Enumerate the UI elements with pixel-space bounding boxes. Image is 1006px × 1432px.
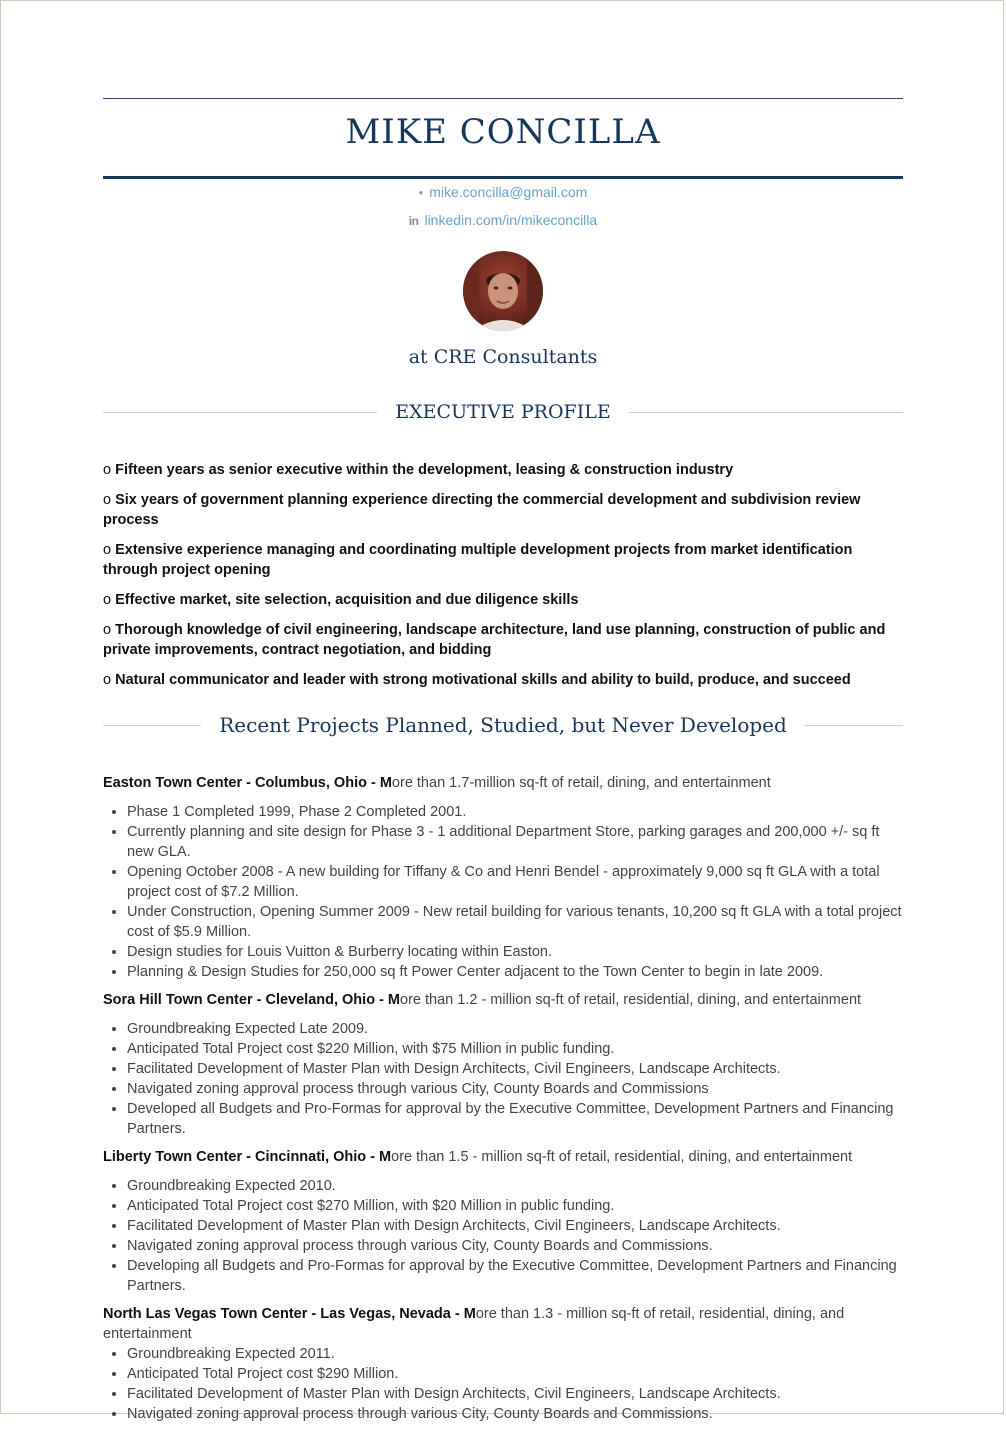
profile-item-text: Fifteen years as senior executive within the development, leasing & construction industry xyxy=(115,462,734,478)
name-rule xyxy=(103,176,903,179)
list-item: • Developed all Budgets and Pro-Formas for approval by the Executive Committee, Development Partners and Financing Partners. xyxy=(127,1099,903,1139)
contact-linkedin-row xyxy=(103,212,903,228)
executive-profile-heading xyxy=(103,397,903,427)
project-summary: ore than 1.2 - million sq-ft of retail, residential, dining, and entertainment xyxy=(400,992,862,1008)
list-item: • Groundbreaking Expected 2011. xyxy=(127,1344,903,1364)
list-item: • Opening October 2008 - A new building for Tiffany & Co and Henri Bendel - approximately 9,000 sq ft GLA with a total project cost of $7.2 Million. xyxy=(127,862,903,902)
list-item: • Facilitated Development of Master Plan with Design Architects, Civil Engineers, Landscape Architects. xyxy=(127,1216,903,1236)
resume-name: MIKE CONCILLA xyxy=(345,112,661,152)
project-heading xyxy=(103,990,903,1010)
dot-icon: • xyxy=(418,185,424,200)
avatar xyxy=(463,251,543,331)
circle-bullet-icon: o xyxy=(103,492,112,508)
project-name: North Las Vegas Town Center - Las Vegas, Nevada - M xyxy=(103,1306,476,1322)
headline: at CRE Consultants xyxy=(408,346,598,368)
circle-bullet-icon: o xyxy=(103,542,112,558)
profile-item-text: Extensive experience managing and coordinating multiple development projects from market identification through project opening xyxy=(103,542,853,578)
executive-profile-list xyxy=(103,460,903,700)
profile-item xyxy=(103,590,903,610)
avatar-photo xyxy=(463,251,543,331)
list-item: • Anticipated Total Project cost $270 Million, with $20 Million in public funding. xyxy=(127,1196,903,1216)
circle-bullet-icon: o xyxy=(103,672,112,688)
profile-item-text: Six years of government planning experience directing the commercial development and subdivision review process xyxy=(103,492,861,528)
profile-item xyxy=(103,670,903,690)
list-item: • Anticipated Total Project cost $220 Million, with $75 Million in public funding. xyxy=(127,1039,903,1059)
contact-email-row xyxy=(103,184,903,200)
heading-rule-left xyxy=(103,725,201,726)
top-rule xyxy=(103,98,903,99)
list-item: • Developing all Budgets and Pro-Formas for approval by the Executive Committee, Development Partners and Financing Partners. xyxy=(127,1256,903,1296)
project-name: Sora Hill Town Center - Cleveland, Ohio - M xyxy=(103,992,401,1008)
project-bullets xyxy=(103,1176,903,1296)
list-item: • Facilitated Development of Master Plan with Design Architects, Civil Engineers, Landscape Architects. xyxy=(127,1059,903,1079)
list-item: • Anticipated Total Project cost $290 Million. xyxy=(127,1364,903,1384)
heading-rule-right xyxy=(629,412,903,413)
project-summary: ore than 1.7-million sq-ft of retail, dining, and entertainment xyxy=(391,775,771,791)
list-item: • Navigated zoning approval process through various City, County Boards and Commissions. xyxy=(127,1236,903,1256)
linkedin-icon: in xyxy=(408,214,419,228)
circle-bullet-icon: o xyxy=(103,622,112,638)
project-bullets xyxy=(103,1019,903,1139)
profile-item-text: Thorough knowledge of civil engineering, landscape architecture, land use planning, construction of public and private improvements, contract negotiation, and bidding xyxy=(103,622,886,658)
list-item: • Facilitated Development of Master Plan with Design Architects, Civil Engineers, Landscape Architects. xyxy=(127,1384,903,1404)
profile-item xyxy=(103,540,903,580)
list-item: • Groundbreaking Expected Late 2009. xyxy=(127,1019,903,1039)
linkedin-link[interactable]: linkedin.com/in/mikeconcilla xyxy=(424,212,598,228)
profile-item xyxy=(103,460,903,480)
projects-title: Recent Projects Planned, Studied, but Never Developed xyxy=(219,713,787,737)
project-heading xyxy=(103,1304,903,1344)
project-bullets xyxy=(103,1344,903,1424)
circle-bullet-icon: o xyxy=(103,462,112,478)
list-item: • Navigated zoning approval process through various City, County Boards and Commissions xyxy=(127,1079,903,1099)
email-link[interactable]: mike.concilla@gmail.com xyxy=(429,184,588,200)
profile-item-text: Effective market, site selection, acquisition and due diligence skills xyxy=(115,592,579,608)
list-item: • Navigated zoning approval process through various City, County Boards and Commissions. xyxy=(127,1404,903,1424)
resume-page xyxy=(103,0,903,1422)
heading-rule-right xyxy=(805,725,903,726)
profile-item xyxy=(103,620,903,660)
project-heading xyxy=(103,1147,903,1167)
list-item: • Groundbreaking Expected 2010. xyxy=(127,1176,903,1196)
project-bullets xyxy=(103,802,903,982)
profile-item-text: Natural communicator and leader with strong motivational skills and ability to build, produce, and succeed xyxy=(115,672,851,688)
project-name: Liberty Town Center - Cincinnati, Ohio - M xyxy=(103,1149,392,1165)
list-item: • Planning & Design Studies for 250,000 sq ft Power Center adjacent to the Town Center to begin in late 2009. xyxy=(127,962,903,982)
heading-rule-left xyxy=(103,412,377,413)
projects-list xyxy=(103,773,903,1432)
list-item: • Design studies for Louis Vuitton & Burberry locating within Easton. xyxy=(127,942,903,962)
list-item: • Under Construction, Opening Summer 2009 - New retail building for various tenants, 10,200 sq ft GLA with a total project cost of $5.9 Million. xyxy=(127,902,903,942)
project-heading xyxy=(103,773,903,793)
circle-bullet-icon: o xyxy=(103,592,112,608)
profile-item xyxy=(103,490,903,530)
project-name: Easton Town Center - Columbus, Ohio - M xyxy=(103,775,392,791)
project-summary: ore than 1.5 - million sq-ft of retail, residential, dining, and entertainment xyxy=(391,1149,853,1165)
projects-heading xyxy=(103,710,903,740)
list-item: • Phase 1 Completed 1999, Phase 2 Completed 2001. xyxy=(127,802,903,822)
list-item: • Currently planning and site design for Phase 3 - 1 additional Department Store, parking garages and 200,000 +/- sq ft new GLA. xyxy=(127,822,903,862)
executive-profile-title: EXECUTIVE PROFILE xyxy=(395,401,611,423)
project-summary: ore than 1.3 - million sq-ft of retail, residential, dining, and entertainment xyxy=(103,1306,845,1342)
